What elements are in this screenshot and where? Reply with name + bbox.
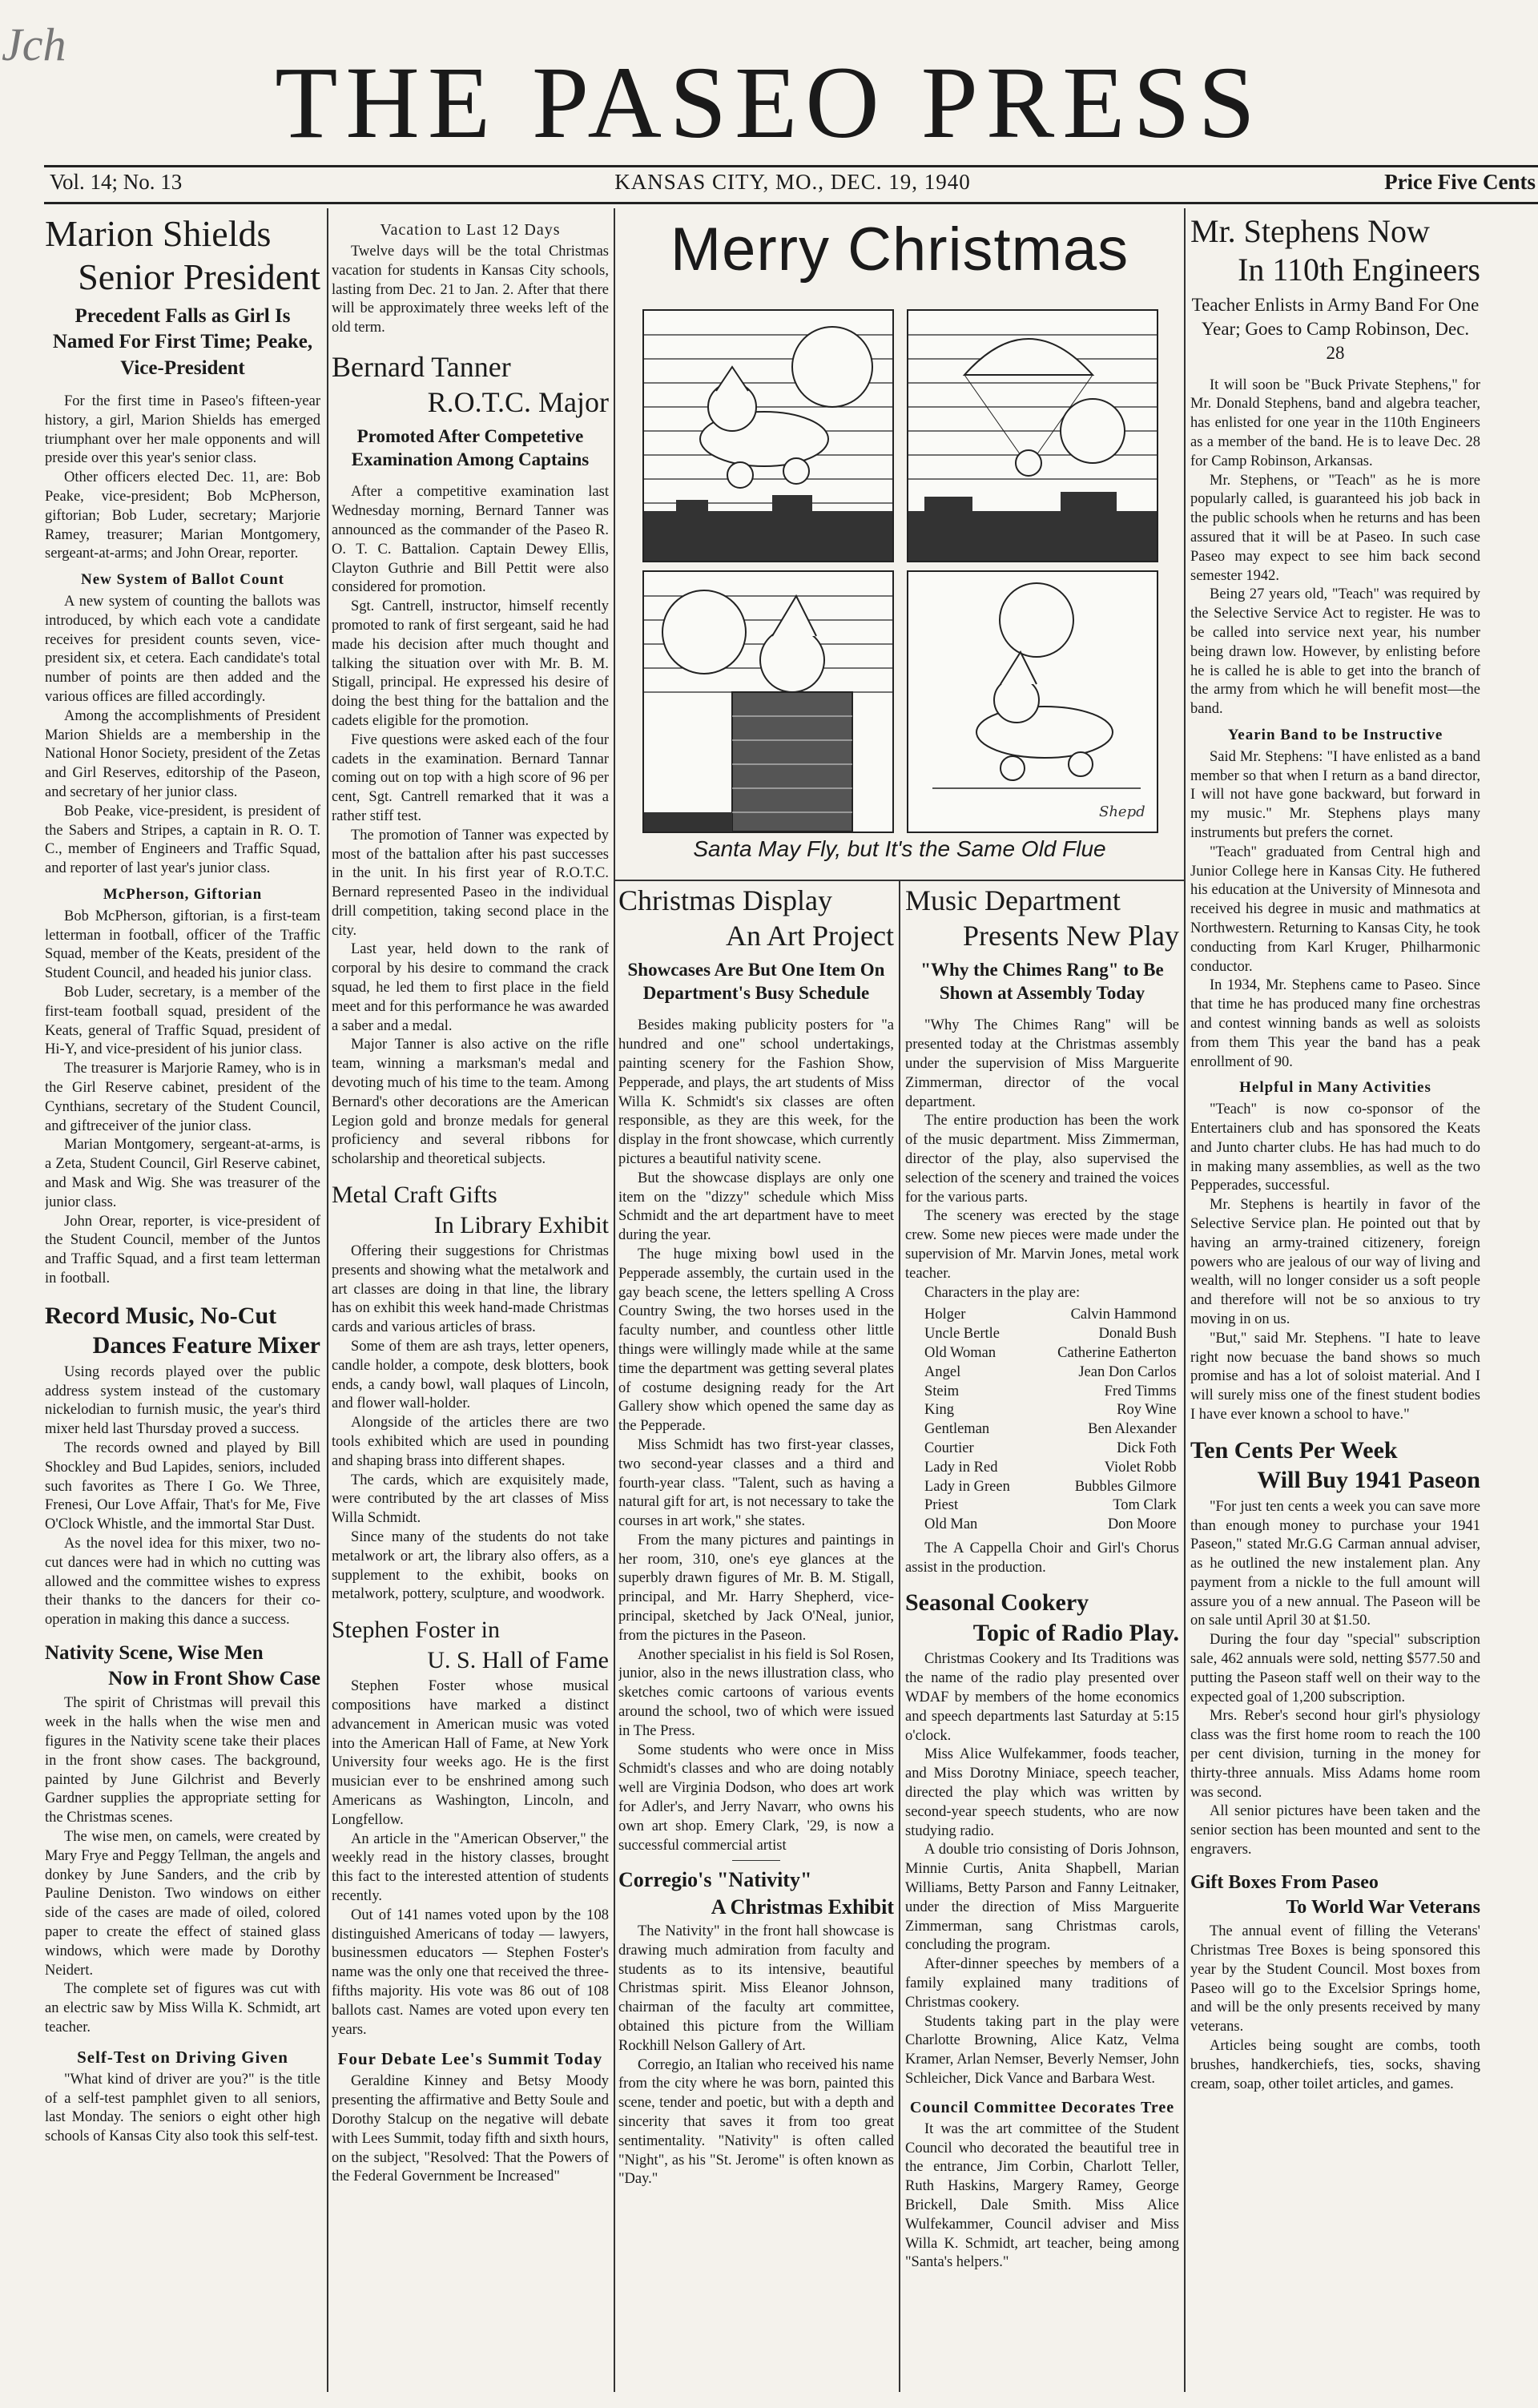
paragraph: Students taking part in the play were Charlotte Browning, Alice Katz, Velma Kramer, Arlan Nemser, Beverly Nemser, John Schleicher, Dick Vance and Barbara West. <box>905 2013 1179 2088</box>
headline-paseon-1: Ten Cents Per Week <box>1190 1436 1398 1464</box>
cast-actor: Calvin Hammond <box>1070 1307 1177 1323</box>
cast-row <box>924 1459 1177 1478</box>
paragraph: Christmas Cookery and Its Traditions was the name of the radio play presented over WDAF by members of the home economics and speech departments last Saturday at 5:15 o'clock. <box>905 1651 1179 1744</box>
cast-role: Gentleman <box>924 1421 990 1438</box>
paragraph: Twelve days will be the total Christmas vacation for students in Kansas City schools, lasting from Dec. 21 to Jan. 2. After that there will be approximately three weeks left of the old term. <box>332 244 609 336</box>
price: Price Five Cents <box>1384 170 1536 194</box>
headline-stephens-1: Mr. Stephens Now <box>1190 215 1430 249</box>
paragraph: The complete set of figures was cut with an electric saw by Miss Willa K. Schmidt, art teacher. <box>45 1981 320 2036</box>
paragraph: Miss Alice Wulfekammer, foods teacher, and Miss Dorotny Miniace, speech teacher, directed the play which was written by second-year speech students, who are now studying radio. <box>905 1746 1179 1839</box>
cast-row <box>924 1420 1177 1440</box>
paragraph: All senior pictures have been taken and the senior section has been mounted and sent to the engravers. <box>1190 1803 1480 1858</box>
paragraph: The Nativity" in the front hall showcase is drawing much admiration from faculty and students as to its intensive, beautiful Christmas spirit. Miss Eleanor Johnson, chairman of the faculty art committee, obtained this picture from the William Rockhill Nelson Gallery of Art. <box>618 1923 894 2054</box>
paragraph: Miss Schmidt has two first-year classes, two second-year classes and a third and fourth-year class. "Talent, such as having a natural gift for art, is not necessary to take the courses in art work," she states. <box>618 1436 894 1530</box>
headline-nativity-1: Nativity Scene, Wise Men <box>45 1641 264 1664</box>
paragraph: It was the art committee of the Student Council who decorated the beautiful tree in the entrance, Jim Corbin, Charlott Teller, Ruth Haskins, Margery Ramey, George Brickell, Dale Smith. Miss Alice Wulfekammer, Council adviser and Miss Willa K. Schmidt, art teacher, being among "Santa's helpers." <box>905 2120 1179 2271</box>
paragraph: Five questions were asked each of the four cadets in the examination. Bernard Tannar coming out on top with a high score of 96 per cent, Sgt. Cantrell remarked that it was a rather stiff test. <box>332 731 609 824</box>
column-divider <box>614 208 615 2392</box>
headline-music-1: Music Department <box>905 886 1121 916</box>
article-music-end <box>905 1540 1179 1578</box>
headline-shields-2: Senior President <box>78 256 320 298</box>
paragraph: The records owned and played by Bill Shockley and Bud Lapides, seniors, included such favorites as There I Go. We Three, Frenesi, Our Love Affair, That's for Me, Five O'Clock Whistle, and the immortal Star Dust. <box>45 1440 320 1533</box>
article-mixer <box>45 1363 320 1630</box>
column-5 <box>1190 215 1480 2394</box>
paragraph: Mr. Stephens, or "Teach" as he is more popularly called, is guaranteed his job back in the public schools when he returns and has been assured that it will be at Paseo. In such case Paseo may expect to see him back second semester 1942. <box>1190 472 1480 584</box>
cast-actor: Bubbles Gilmore <box>1074 1478 1177 1495</box>
masthead-rule-bottom <box>44 202 1538 204</box>
paragraph: A new system of counting the ballots was introduced, by which each vote a candidate receives for president counts seven, vice-president six, et cetera. Each candidate's total number of points are then added and the various offices are filled accordingly. <box>45 594 320 706</box>
headline-tanner-1: Bernard Tanner <box>332 350 511 383</box>
headline-paseon-2: Will Buy 1941 Paseon <box>1257 1467 1480 1494</box>
headline-stephens-2: In 110th Engineers <box>1238 252 1480 288</box>
cast-actor: Donald Bush <box>1098 1326 1177 1343</box>
paragraph: Other officers elected Dec. 11, are: Bob Peake, vice-president; Bob McPherson, giftorian; Bob Luder, secretary; Marjorie Ramey, treasurer; Marian Montgomery, sergeant-at-arms; and John Orear, reporter. <box>45 469 320 562</box>
paragraph: "Why The Chimes Rang" will be presented today at the Christmas assembly under the supervision of Miss Marguerite Zimmerman, director of the vocal department. <box>905 1017 1179 1110</box>
volume-number: Vol. 14; No. 13 <box>50 170 183 194</box>
cartoon-panel-2 <box>907 309 1158 562</box>
paragraph: Offering their suggestions for Christmas presents and showing what the metalwork and art classes are doing in that line, the library has on exhibit this week hand-made Christmas cards and various articles of brass. <box>332 1243 609 1336</box>
artist-signature: Shepd <box>1099 803 1145 820</box>
paragraph: John Orear, reporter, is vice-president of the Student Council, member of the Juntos and Traffic Squad, and a first team letterman in football. <box>45 1213 320 1287</box>
cast-role: Priest <box>924 1497 959 1514</box>
paragraph: Another specialist in his field is Sol Rosen, junior, also in the news illustration class, who sketches comic cartoons of various events around the school, two of which were issued in The Press. <box>618 1646 894 1739</box>
paragraph: During the four day "special" subscription sale, 462 annuals were sold, netting $577.50 and putting the Paseon staff well on their way to the expected goal of 1,200 subscription. <box>1190 1632 1480 1705</box>
headline-foster-2: U. S. Hall of Fame <box>427 1646 609 1673</box>
paragraph: Stephen Foster whose musical compositions have marked a distinct advancement in American music was voted into the American Hall of Fame, at New York University four weeks ago. He is the first musician ever to be enshrined among such Americans as Washington, Lincoln, and Longfellow. <box>332 1678 609 1828</box>
paragraph: As the novel idea for this mixer, two no-cut dances were had in which no cutting was allowed and the committee wishes to express their thanks to the dancers for their co-operation in making this dance a success. <box>45 1535 320 1629</box>
cast-role: Lady in Red <box>924 1459 998 1476</box>
paragraph: Said Mr. Stephens: "I have enlisted as a band member so that when I return as a band director, I will not have gone backward, but forward in my music." Mr. Stephens plays many instruments but prefers the cornet. <box>1190 748 1480 841</box>
cartoon-panel-1 <box>642 309 894 562</box>
paragraph: "But," said Mr. Stephens. "I hate to leave right now becuase the band shows so much promise and has a lot of soloist material. And I will surely miss one of the finest student bodies I have ever known a school to have." <box>1190 1330 1480 1423</box>
article-vacation <box>332 243 609 338</box>
cast-row <box>924 1344 1177 1363</box>
cast-row <box>924 1478 1177 1497</box>
article-giftbox <box>1190 1923 1480 2094</box>
paragraph: The A Cappella Choir and Girl's Chorus assist in the production. <box>905 1540 1179 1576</box>
section-heading: McPherson, Giftorian <box>103 886 263 904</box>
paragraph: After a competitive examination last Wednesday morning, Bernard Tanner was announced as the commander of the Paseo R. O. T. C. Battalion. Captain Dewey Ellis, Clayton Guthrie and Bill Pettit were also considered for promotion. <box>332 484 609 596</box>
paragraph: The treasurer is Marjorie Ramey, who is in the Girl Reserve cabinet, president of the Cynthians, secretary of the Student Council, and giftreceiver of the junior class. <box>45 1061 320 1134</box>
article-driving <box>45 2071 320 2147</box>
cast-actor: Jean Don Carlos <box>1078 1363 1177 1380</box>
paragraph: Out of 141 names voted upon by the 108 distinguished Americans of today — lawyers, businessmen educators — Stephen Foster's name was the only one that received the three-fifths majority. His vote was 86 out of 108 ballots cast. Names are voted upon every ten years. <box>332 1907 609 2038</box>
paragraph: "For just ten cents a week you can save more than enough money to purchase your 1941 Paseon," stated Mr.G.G Carman annual adviser, as he outlined the new instalement plan. Any payment from a nickle to the full amount will assure you of a new annual. The Paseon will be on sale until April 30 at $1.50. <box>1190 1498 1480 1629</box>
paragraph: Sgt. Cantrell, instructor, himself recently promoted to rank of first sergeant, said he had made his decision after much thought and talking the situation over with Mr. B. M. Stigall, principal. He expressed his desire of doing the best thing for the battalion and the cadets eligible for the promotion. <box>332 598 609 729</box>
article-stephens <box>1190 377 1480 1425</box>
article-tanner <box>332 483 609 1170</box>
paragraph: But the showcase displays are only one item on the "dizzy" schedule which Miss Schmidt and the art department have to meet during the year. <box>618 1170 894 1244</box>
santa-chimney-illustration <box>644 572 892 832</box>
column-divider <box>899 881 900 2392</box>
paragraph: The promotion of Tanner was expected by most of the battalion after his past successes in the unit. In his first year of R.O.T.C. Bernard represented Paseo in the individual drill competition, taking second place in the city. <box>332 827 609 939</box>
paragraph: In 1934, Mr. Stephens came to Paseo. Since that time he has produced many fine orchestras and contest winning bands as well as soloists from them This year the band has a peak enrollment of 90. <box>1190 977 1480 1070</box>
paragraph: Geraldine Kinney and Betsy Moody presenting the affirmative and Betty Soule and Dorothy Stalcup on the negative will debate with Lees Summit, today fifth and sixth hours, on the subject, "Resolved: That the Powers of the Federal Government be Increased" <box>332 2073 609 2185</box>
subhead-tanner: Promoted After Competetive Examination Among Captains <box>351 425 590 470</box>
column-divider <box>1184 208 1186 2392</box>
dateline <box>50 170 1536 202</box>
cast-role: Lady in Green <box>924 1478 1010 1495</box>
column-1 <box>45 215 320 2394</box>
headline-mixer-1: Record Music, No-Cut <box>45 1302 277 1329</box>
cast-row <box>924 1306 1177 1325</box>
paragraph: "Teach" graduated from Central high and Junior College here in Kansas City. He futhered his education at the University of Minnesota and received his degree in music and mathmatics at Northwestern. Returning to Kansas City, he took conducting from Karl Kruger, Philharmonic conductor. <box>1190 844 1480 975</box>
headline-display-2: An Art Project <box>726 919 894 952</box>
cartoon-panel-3 <box>642 570 894 833</box>
paragraph: Major Tanner is also active on the rifle team, winning a marksman's medal and devoting much of his time to the team. Among Bernard's other decorations are the American Legion gold and bronze medals for general proficiency and several ribbons for scholarship and theoretical subjects. <box>332 1037 609 1168</box>
section-heading: Yearin Band to be Instructive <box>1227 727 1443 744</box>
cast-actor: Dick Foth <box>1117 1440 1177 1456</box>
cast-role: Angel <box>924 1363 961 1380</box>
paragraph: The entire production has been the work of the music department. Miss Zimmerman, director of the play, also supervised the selection of the scenery and trained the voices for the various parts. <box>905 1113 1179 1206</box>
paragraph: Characters in the play are: <box>924 1284 1081 1301</box>
headline-shields-1: Marion Shields <box>45 215 272 254</box>
cast-row <box>924 1496 1177 1516</box>
paragraph: Since many of the students do not take metalwork or art, the library also offers, as a supplement to the exhibit, books on metalwork, pottery, sculpture, and woodwork. <box>332 1529 609 1603</box>
section-heading: Helpful in Many Activities <box>1239 1079 1431 1097</box>
paragraph: Corregio, an Italian who received his name from the city where he was born, painted this scene, tender and poetic, but with a depth and sincerity that saves it from too great sentimentality. "Nativity" is often called "Night", as his "St. Jerome" is often known as "Day." <box>618 2056 894 2188</box>
cast-role: Holger <box>924 1307 966 1323</box>
paragraph: Besides making publicity posters for "a hundred and one" school undertakings, painting scenery for the Fashion Show, Pepperade, and plays, the art students of Miss Willa K. Schmidt's six classes are often responsible, as they are this week, for the display in the front showcase, which currently pictures a beautiful nativity scene. <box>618 1017 894 1167</box>
paragraph: The huge mixing bowl used in the Pepperade assembly, the curtain used in the gay beach scene, the letters spelling A Cross Country Swing, the two horses used in the faculty number, and countless other little things were willingly made while at the same time the department was getting several plates of costume designing ready for the Art Gallery show which opened the same day as the Pepperade. <box>618 1246 894 1435</box>
column-4 <box>905 886 1179 2394</box>
article-paseon <box>1190 1498 1480 1860</box>
article-display <box>618 1017 894 1855</box>
column-divider <box>327 208 328 2392</box>
paragraph: "What kind of driver are you?" is the title of a self-test pamphlet given to all seniors, last Monday. The seniors o eight other high schools of Kansas City also took this self-test. <box>45 2071 320 2145</box>
headline-music-2: Presents New Play <box>963 919 1179 952</box>
paragraph: Being 27 years old, "Teach" was required by the Selective Service Act to register. He was to be called into service next year, his number being drawn low. However, by enlisting before he is called he is able to get into the branch of the army from which he will benefit most—the band. <box>1190 586 1480 718</box>
cartoon-rule <box>615 880 1184 881</box>
headline-council: Council Committee Decorates Tree <box>909 2098 1175 2116</box>
article-nativity <box>45 1694 320 2037</box>
cast-row <box>924 1516 1177 1535</box>
divider <box>732 1860 780 1861</box>
paragraph: Marian Montgomery, sergeant-at-arms, is a Zeta, Student Council, Girl Reserve cabinet, and Mask and Wig. She was treasurer of the junior class. <box>45 1137 320 1210</box>
cast-row <box>924 1383 1177 1402</box>
cast-actor: Tom Clark <box>1113 1497 1177 1514</box>
paragraph: Alongside of the articles there are two tools exhibited which are used in pounding and shaping brass into different shapes. <box>332 1415 609 1469</box>
column-2 <box>332 215 609 2394</box>
cast-role: Old Woman <box>924 1344 996 1361</box>
masthead-rule-top <box>44 165 1538 167</box>
paragraph: Among the accomplishments of President Marion Shields are a membership in the National Honor Society, president of the Zetas and Girl Reserves, editorship of the Paseon, and secretary of her junior class. <box>45 707 320 801</box>
cast-row <box>924 1363 1177 1383</box>
article-cookery <box>905 1650 1179 2088</box>
date-city: KANSAS CITY, MO., DEC. 19, 1940 <box>614 170 971 194</box>
headline-giftbox-1: Gift Boxes From Paseo <box>1190 1871 1379 1893</box>
paragraph: Mrs. Reber's second hour girl's physiology class was the first home room to reach the 100 per cent division, turning in the money for thirty-three annuals. Miss Adams home room was second. <box>1190 1708 1480 1801</box>
santa-plane-illustration <box>644 311 892 561</box>
paragraph: The scenery was erected by the stage crew. Some new pieces were made under the supervision of Mr. Marvin Jones, metal work teacher. <box>905 1208 1179 1282</box>
column-3 <box>618 886 894 2394</box>
article-music <box>905 1017 1179 1303</box>
article-debate <box>332 2072 609 2187</box>
cast-role: Courtier <box>924 1440 974 1456</box>
paragraph: A double trio consisting of Doris Johnson, Minnie Curtis, Anita Shapbell, Marian Williams, Betty Parson and Fanny Leitnaker, under the direction of Miss Marguerite Zimmerman, sang Christmas carols, concluding the program. <box>905 1842 1179 1954</box>
headline-metal-2: In Library Exhibit <box>433 1211 609 1238</box>
paragraph: It will soon be "Buck Private Stephens," for Mr. Donald Stephens, band and algebra teacher, has enlisted for one year in the 110th Engineers as a member of the band. He is to leave Dec. 28 for Camp Robinson, Arkansas. <box>1190 377 1480 469</box>
paragraph: Last year, held down to the rank of corporal by his desire to command the crack squad, he led them to first place in the field meet and for this performance he was awarded a saber and a medal. <box>332 941 609 1034</box>
headline-vacation: Vacation to Last 12 Days <box>380 221 561 239</box>
cast-actor: Catherine Eatherton <box>1057 1344 1177 1361</box>
paragraph: The cards, which are exquisitely made, were contributed by the art classes of Miss Willa Schmidt. <box>332 1472 609 1527</box>
headline-tanner-2: R.O.T.C. Major <box>427 385 609 418</box>
headline-cookery-1: Seasonal Cookery <box>905 1589 1089 1617</box>
cast-actor: Roy Wine <box>1117 1402 1177 1419</box>
cast-actor: Violet Robb <box>1104 1459 1177 1476</box>
cast-row <box>924 1401 1177 1420</box>
paragraph: Articles being sought are combs, tooth brushes, handkerchiefs, ties, socks, shaving cream, soap, other toilet articles, and games. <box>1190 2038 1480 2092</box>
paragraph: Mr. Stephens is heartily in favor of the Selective Service plan. He pointed out that by having an army-trained citizenery, foreign powers who are jealous of our way of living and wealth, will no longer consider us a soft people and therefore will not be so anxious to try moving in on us. <box>1190 1197 1480 1327</box>
headline-corregio-2: A Christmas Exhibit <box>711 1895 894 1919</box>
cast-role: Uncle Bertle <box>924 1326 1000 1343</box>
subhead-display: Showcases Are But One Item On Department's Busy Schedule <box>627 959 885 1004</box>
cast-role: Steim <box>924 1383 960 1399</box>
headline-cookery-2: Topic of Radio Play. <box>972 1619 1179 1646</box>
paragraph: Bob Peake, vice-president, is president of the Sabers and Stripes, a captain in R. O. T. C., member of Engineers and Traffic Squad, and reporter of last year's junior class. <box>45 803 320 877</box>
article-corregio <box>618 1923 894 2189</box>
article-shields <box>45 393 320 1289</box>
article-metal <box>332 1242 609 1605</box>
cast-actor: Ben Alexander <box>1088 1421 1177 1438</box>
headline-driving: Self-Test on Driving Given <box>77 2047 288 2067</box>
pencil-note: Jch <box>2 18 66 70</box>
paragraph: Bob Luder, secretary, is a member of the first-team football squad, president of the Keats, general of Traffic Squad, president of Hi-Y, and vice-president of his junior class. <box>45 985 320 1058</box>
article-foster <box>332 1677 609 2040</box>
headline-foster-1: Stephen Foster in <box>332 1617 500 1644</box>
paragraph: Bob McPherson, giftorian, is a first-team letterman in football, officer of the Traffic Squad, member of the Keats, president of the Student Council, and headed his junior class. <box>45 908 320 982</box>
paragraph: Some students who were once in Miss Schmidt's classes and who are doing notably well are Virginia Dodson, who does art work for Adler's, and Jerry Navarr, who owns his own art shop. Emery Clark, '29, is now a successful commercial artist <box>618 1742 894 1854</box>
paragraph: From the many pictures and paintings in her room, 310, one's eye glances at the superbly drawn figures of Mr. B. M. Stigall, principal, and Mr. Harry Shepherd, vice-principal, sketched by Jack O'Neal, junior, from the pictures in the Paseon. <box>618 1532 894 1644</box>
paragraph: After-dinner speeches by members of a family explained many traditions of Christmas cookery. <box>905 1956 1179 2011</box>
paragraph: Some of them are ash trays, letter openers, candle holder, a compote, desk blotters, book ends, a candy bowl, wall plaques of Lincoln, and flower wall-holder. <box>332 1339 609 1412</box>
subhead-stephens: Teacher Enlists in Army Band For One Year; Goes to Camp Robinson, Dec. 28 <box>1191 295 1480 363</box>
cast-actor: Fred Timms <box>1104 1383 1177 1399</box>
paragraph: The annual event of filling the Veterans' Christmas Tree Boxes is being sponsored this year by the Student Council. Most boxes from Paseo will go to the Excelsior Springs home, and will be the only presents received by many veterans. <box>1190 1923 1480 2036</box>
cartoon-caption: Santa May Fly, but It's the Same Old Flue <box>693 836 1106 861</box>
paragraph: Using records played over the public address system instead of the customary nickelodian to furnish music, the year's third mixer held last Thursday proved a success. <box>45 1363 320 1438</box>
masthead: THE PASEO PRESS <box>275 46 1263 159</box>
paragraph: An article in the "American Observer," the weekly read in the history classes, brought this fact to the interested attention of students recently. <box>332 1830 609 1904</box>
cast-actor: Don Moore <box>1107 1516 1177 1533</box>
santa-plane-flue-illustration <box>908 572 1157 832</box>
cast-role: King <box>924 1402 954 1419</box>
cast-row <box>924 1325 1177 1344</box>
subhead-shields: Precedent Falls as Girl Is Named For First Time; Peake, Vice-President <box>52 304 313 379</box>
headline-nativity-2: Now in Front Show Case <box>108 1668 320 1690</box>
headline-debate: Four Debate Lee's Summit Today <box>337 2049 603 2069</box>
cartoon-panel-4 <box>907 570 1158 833</box>
cast-role: Old Man <box>924 1516 978 1533</box>
paragraph: The spirit of Christmas will prevail this week in the halls when the wise men and figures in the Nativity scene take their places in the front show cases. The background, painted by June Gilchrist and Beverly Gardner supplies the appropriate setting for the Christmas scenes. <box>45 1695 320 1826</box>
section-heading: New System of Ballot Count <box>81 571 284 589</box>
subhead-music: "Why the Chimes Rang" to Be Shown at Assembly Today <box>920 959 1164 1004</box>
paragraph: "Teach" is now co-sponsor of the Entertainers club and has sponsored the Keats and Junto charter clubs. He has had much to do in making many assemblies, as well as the two Pepperades, successful. <box>1190 1101 1480 1194</box>
headline-giftbox-2: To World War Veterans <box>1286 1897 1480 1919</box>
headline-display-1: Christmas Display <box>618 886 832 916</box>
cast-row <box>924 1440 1177 1459</box>
cast-list <box>924 1306 1177 1535</box>
headline-mixer-2: Dances Feature Mixer <box>92 1332 320 1359</box>
cartoon-title: Merry Christmas <box>670 215 1129 284</box>
paragraph: For the first time in Paseo's fifteen-year history, a girl, Marion Shields has emerged triumphant over her male opponents and will preside over this year's senior class. <box>45 393 320 467</box>
santa-parachute-illustration <box>908 311 1157 561</box>
headline-corregio-1: Corregio's "Nativity" <box>618 1868 812 1892</box>
paragraph: The wise men, on camels, were created by Mary Frye and Peggy Tellman, the angels and donkey by June Sanders, and the crib by Pauline Deniston. Two windows on either side of the cases are made of oiled, colored paper to create the effect of stained glass windows, which were made by Dorothy Neidert. <box>45 1828 320 1979</box>
article-council <box>905 2120 1179 2273</box>
headline-metal-1: Metal Craft Gifts <box>332 1182 497 1209</box>
